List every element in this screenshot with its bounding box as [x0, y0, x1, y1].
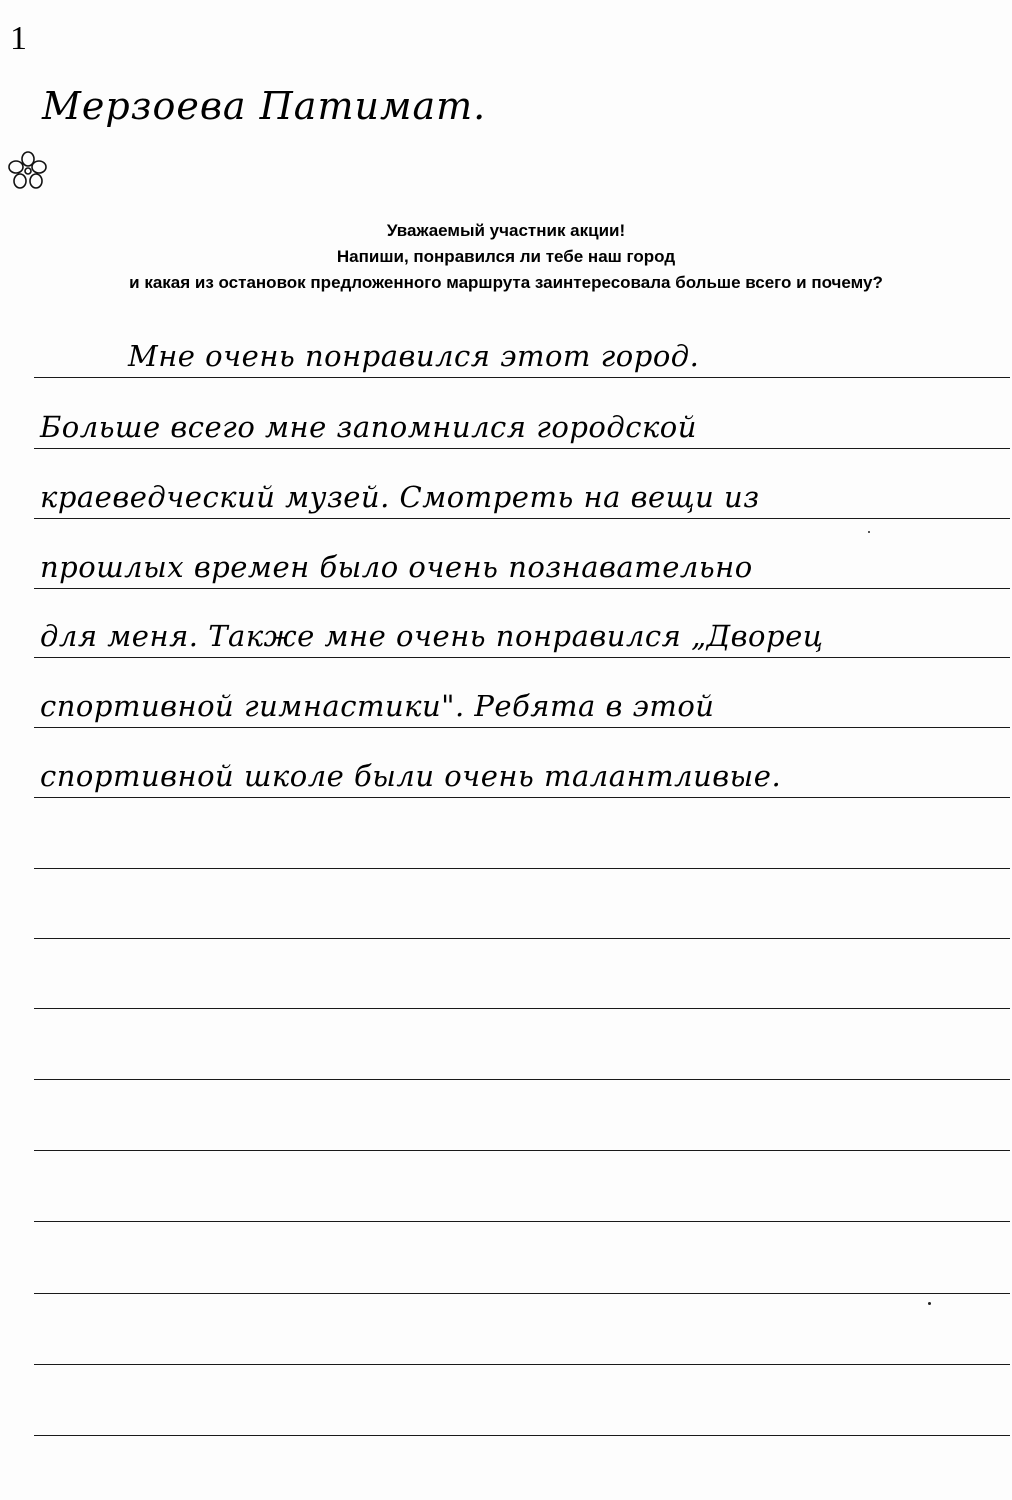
author-name: Мерзоева Патимат. — [42, 84, 487, 128]
ruled-line — [34, 377, 1010, 378]
ruled-line — [34, 1079, 1010, 1080]
ruled-line — [34, 1435, 1010, 1436]
ruled-line — [34, 1150, 1010, 1151]
ruled-line — [34, 1008, 1010, 1009]
ink-speck — [868, 531, 870, 533]
ruled-line — [34, 657, 1010, 658]
ruled-line — [34, 1364, 1010, 1365]
ruled-line — [34, 727, 1010, 728]
heading-line-1: Уважаемый участник акции! — [386, 221, 626, 240]
ruled-line — [34, 1293, 1010, 1294]
handwritten-line: Мне очень понравился этот город. — [128, 339, 700, 373]
handwritten-line: спортивной гимнастики". Ребята в этой — [40, 689, 715, 723]
handwritten-line: для меня. Также мне очень понравился „Дворец — [40, 619, 824, 653]
flower-icon — [6, 150, 50, 194]
handwritten-line: краеведческий музей. Смотреть на вещи из — [40, 480, 760, 514]
ruled-line — [34, 797, 1010, 798]
ruled-line — [34, 1221, 1010, 1222]
ink-speck — [928, 1302, 931, 1305]
handwritten-line: прошлых времен было очень познавательно — [40, 550, 753, 584]
ruled-line — [34, 518, 1010, 519]
heading-line-2: Напиши, понравился ли тебе наш город — [336, 247, 676, 266]
handwritten-line: спортивной школе были очень талантливые. — [40, 759, 782, 793]
handwritten-line: Больше всего мне запомнился городской — [40, 410, 697, 444]
task-heading — [0, 218, 1012, 296]
heading-line-3: и какая из остановок предложенного маршрута заинтересовала больше всего и почему? — [129, 273, 883, 292]
ruled-line — [34, 938, 1010, 939]
page-number: 1 — [10, 20, 27, 57]
ruled-line — [34, 588, 1010, 589]
ruled-line — [34, 448, 1010, 449]
ruled-line — [34, 868, 1010, 869]
